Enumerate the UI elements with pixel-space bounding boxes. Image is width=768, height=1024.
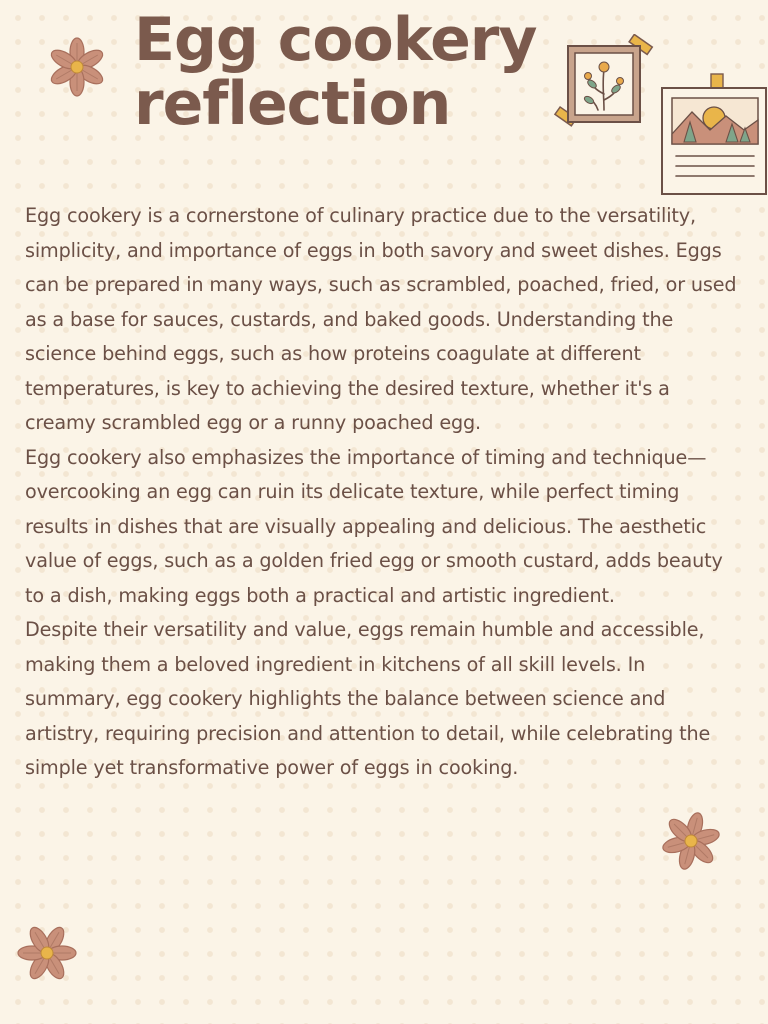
title-line-2: reflection	[134, 69, 451, 139]
title-line-1: Egg cookery	[134, 5, 537, 75]
flower-icon	[44, 34, 110, 100]
paragraph-2: Egg cookery also emphasizes the importance of timing and technique—overcooking an egg can ruin its delicate texture, while perfect timing results in dishes that are visually appealing and delicious. The aesthetic value of eggs, such as a golden fried egg or smooth custard, adds beauty to a dish, making eggs both a practical and artistic ingredient.	[25, 445, 723, 607]
framed-plant-picture-icon	[552, 34, 658, 134]
paragraph-3: Despite their versatility and value, eggs remain humble and accessible, making them a beloved ingredient in kitchens of all skill levels. In summary, egg cookery highlights the balance between science and artistry, requiring precision and attention to detail, while celebrating the simple yet transformative power of eggs in cooking.	[25, 618, 711, 779]
reflection-body	[25, 199, 745, 786]
paragraph-1: Egg cookery is a cornerstone of culinary practice due to the versatility, simplicity, and importance of eggs in both savory and sweet dishes. Eggs can be prepared in many ways, such as scrambled, poached, fried, or used as a base for sauces, custards, and baked goods. Understanding the science behind eggs, such as how proteins coagulate at different temperatures, is key to achieving the desired texture, whether it's a creamy scrambled egg or a runny poached egg.	[25, 204, 737, 434]
flower-icon	[658, 808, 724, 874]
landscape-photo-card-icon	[658, 72, 768, 198]
flower-icon	[14, 920, 80, 986]
page-title	[134, 5, 574, 139]
